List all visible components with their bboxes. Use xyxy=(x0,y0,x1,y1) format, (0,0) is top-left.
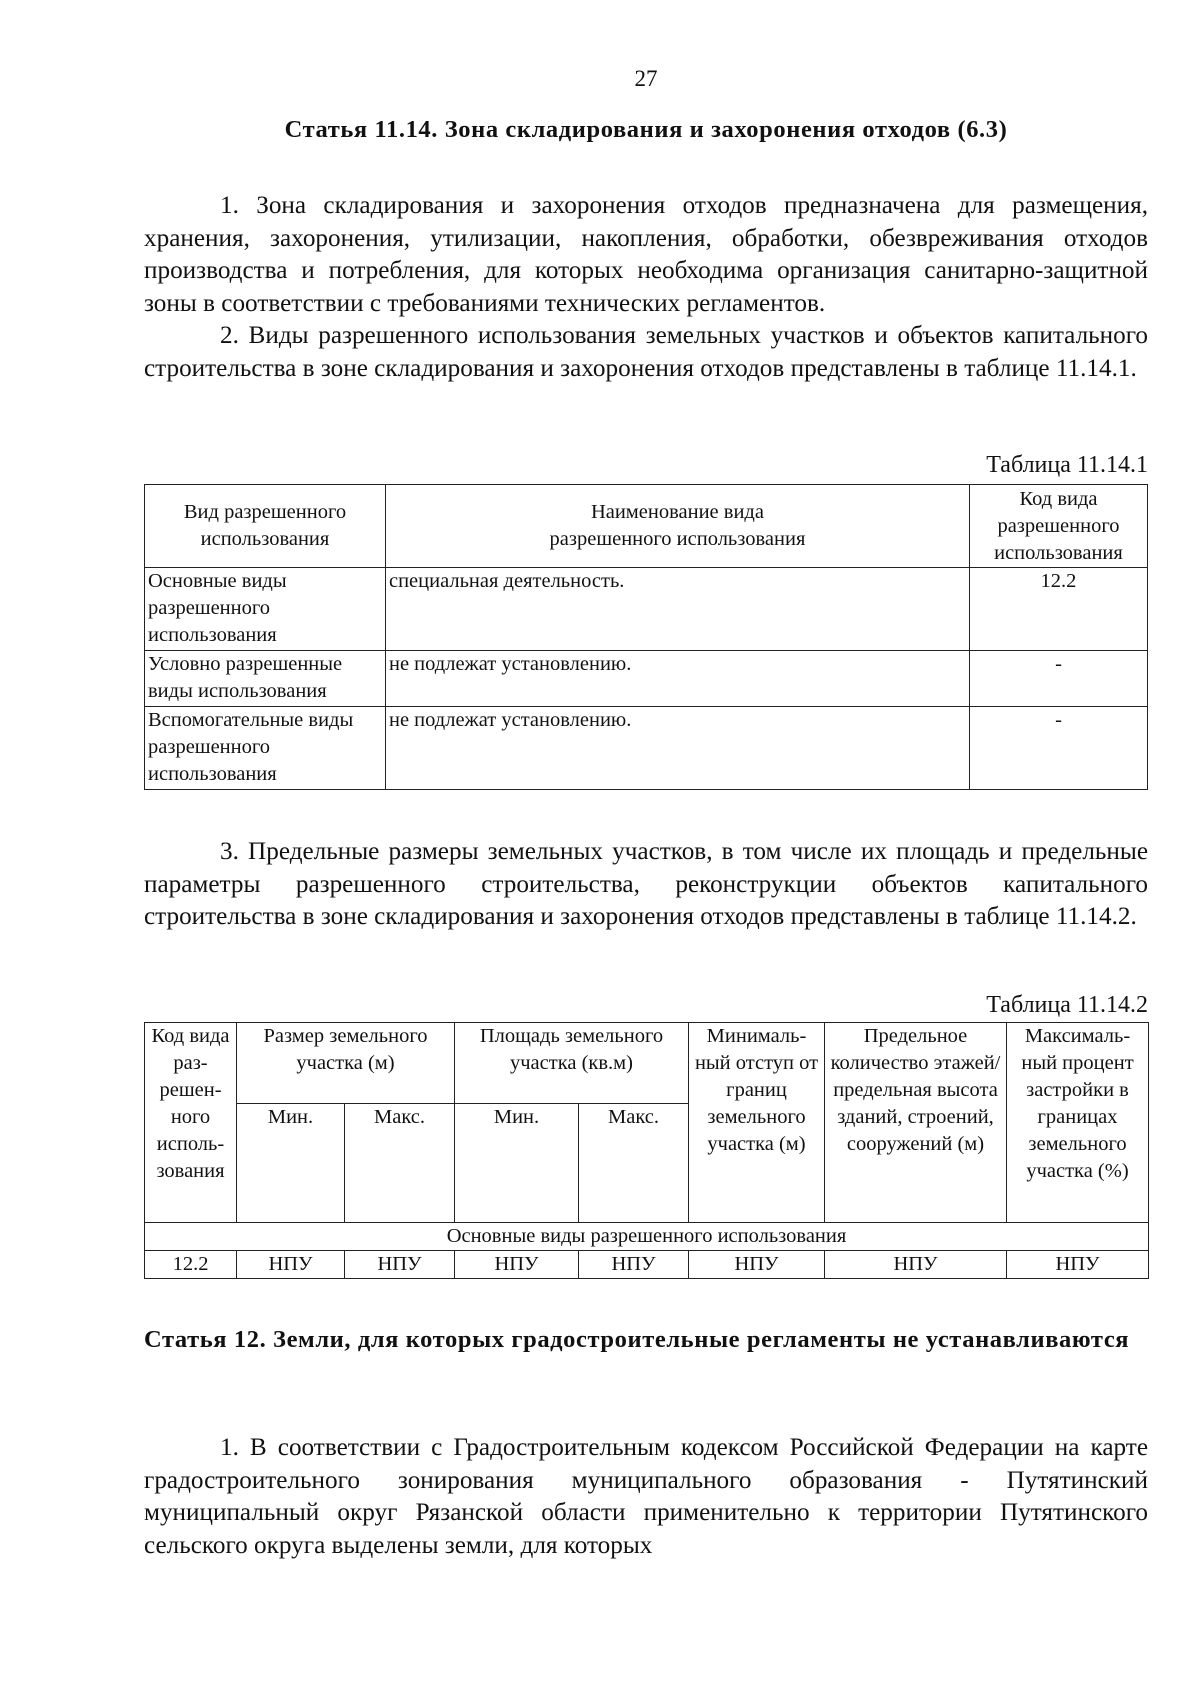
header-type: Вид разрешенного использования xyxy=(145,485,386,568)
header-setback: Минималь-ный отступ от границ земельного участка (м) xyxy=(689,1023,825,1223)
article-11-14-paragraphs-1-2 xyxy=(144,190,1148,386)
header-coverage: Максималь-ный процент застройки в границах земельного участка (%) xyxy=(1007,1023,1149,1223)
row-type: Вспомогательные виды разрешенного использования xyxy=(145,707,386,790)
paragraph-3: 3. Предельные размеры земельных участков, в том числе их площадь и предельные параметры разрешенного строительства, реконструкции объектов капитального строительства в зоне складирования и захоронения отходов представлены в таблице 11.14.2. xyxy=(144,838,1148,931)
row-name: не подлежат установлению. xyxy=(385,707,969,790)
table-row xyxy=(145,707,1148,790)
table-row xyxy=(145,651,1148,707)
row-code: - xyxy=(969,707,1147,790)
row-name: не подлежат установлению. xyxy=(385,651,969,707)
header-name-line1: Наименование вида xyxy=(590,501,764,523)
header-size-max: Макс. xyxy=(345,1104,455,1223)
article-11-14-title: Статья 11.14. Зона складирования и захоронения отходов (6.3) xyxy=(284,116,1008,143)
article-12-paragraphs xyxy=(144,1432,1148,1562)
header-code: Код вида разрешенного использования xyxy=(969,485,1147,568)
cell-size-min: НПУ xyxy=(237,1251,345,1279)
article-11-14-paragraph-3 xyxy=(144,836,1148,934)
header-area: Площадь земельного участка (кв.м) xyxy=(455,1023,689,1104)
table-11-14-2 xyxy=(144,1022,1149,1279)
row-code: 12.2 xyxy=(969,568,1147,651)
header-size-min: Мин. xyxy=(237,1104,345,1223)
table-header-row xyxy=(145,1023,1149,1104)
paragraph-1: 1. В соответствии с Градостроительным кодексом Российской Федерации на карте градостроительного зонирования муниципального образования - Путятинский муниципальный округ Рязанской области применительно к территории Путятинского сельского округа выделены земли, для которых xyxy=(144,1434,1148,1559)
page-number: 27 xyxy=(634,66,658,91)
cell-setback: НПУ xyxy=(689,1251,825,1279)
header-name xyxy=(385,485,969,568)
section-label: Основные виды разрешенного использования xyxy=(145,1223,1149,1251)
paragraph-1: 1. Зона складирования и захоронения отходов предназначена для размещения, хранения, захоронения, утилизации, накопления, обработки, обезвреживания отходов производства и потребления, для которых необходима организация санитарно-защитной зоны в соответствии с требованиями технических регламентов. xyxy=(144,192,1148,317)
table-section-row xyxy=(145,1223,1149,1251)
cell-area-max: НПУ xyxy=(579,1251,689,1279)
header-floors: Предельное количество этажей/ предельная высота зданий, строений, сооружений (м) xyxy=(825,1023,1007,1223)
row-code: - xyxy=(969,651,1147,707)
article-12-title: Статья 12. Земли, для которых градостроительные регламенты не устанавливаются xyxy=(144,1326,1130,1353)
table-11-14-1 xyxy=(144,484,1148,790)
table-1-caption: Таблица 11.14.1 xyxy=(986,452,1148,478)
table-row xyxy=(145,1251,1149,1279)
row-type: Условно разрешенные виды использования xyxy=(145,651,386,707)
cell-floors: НПУ xyxy=(825,1251,1007,1279)
header-code: Код вида раз-решен-ного исполь-зования xyxy=(145,1023,237,1223)
cell-area-min: НПУ xyxy=(455,1251,579,1279)
cell-code: 12.2 xyxy=(145,1251,237,1279)
header-size: Размер земельного участка (м) xyxy=(237,1023,455,1104)
row-type: Основные виды разрешенного использования xyxy=(145,568,386,651)
table-header-row xyxy=(145,485,1148,568)
table-row xyxy=(145,568,1148,651)
header-area-min: Мин. xyxy=(455,1104,579,1223)
header-area-max: Макс. xyxy=(579,1104,689,1223)
row-name: специальная деятельность. xyxy=(385,568,969,651)
cell-coverage: НПУ xyxy=(1007,1251,1149,1279)
header-name-line2: разрешенного использования xyxy=(549,528,806,550)
table-2-caption: Таблица 11.14.2 xyxy=(986,992,1148,1018)
cell-size-max: НПУ xyxy=(345,1251,455,1279)
paragraph-2: 2. Виды разрешенного использования земельных участков и объектов капитального строительства в зоне складирования и захоронения отходов представлены в таблице 11.14.1. xyxy=(144,322,1148,382)
